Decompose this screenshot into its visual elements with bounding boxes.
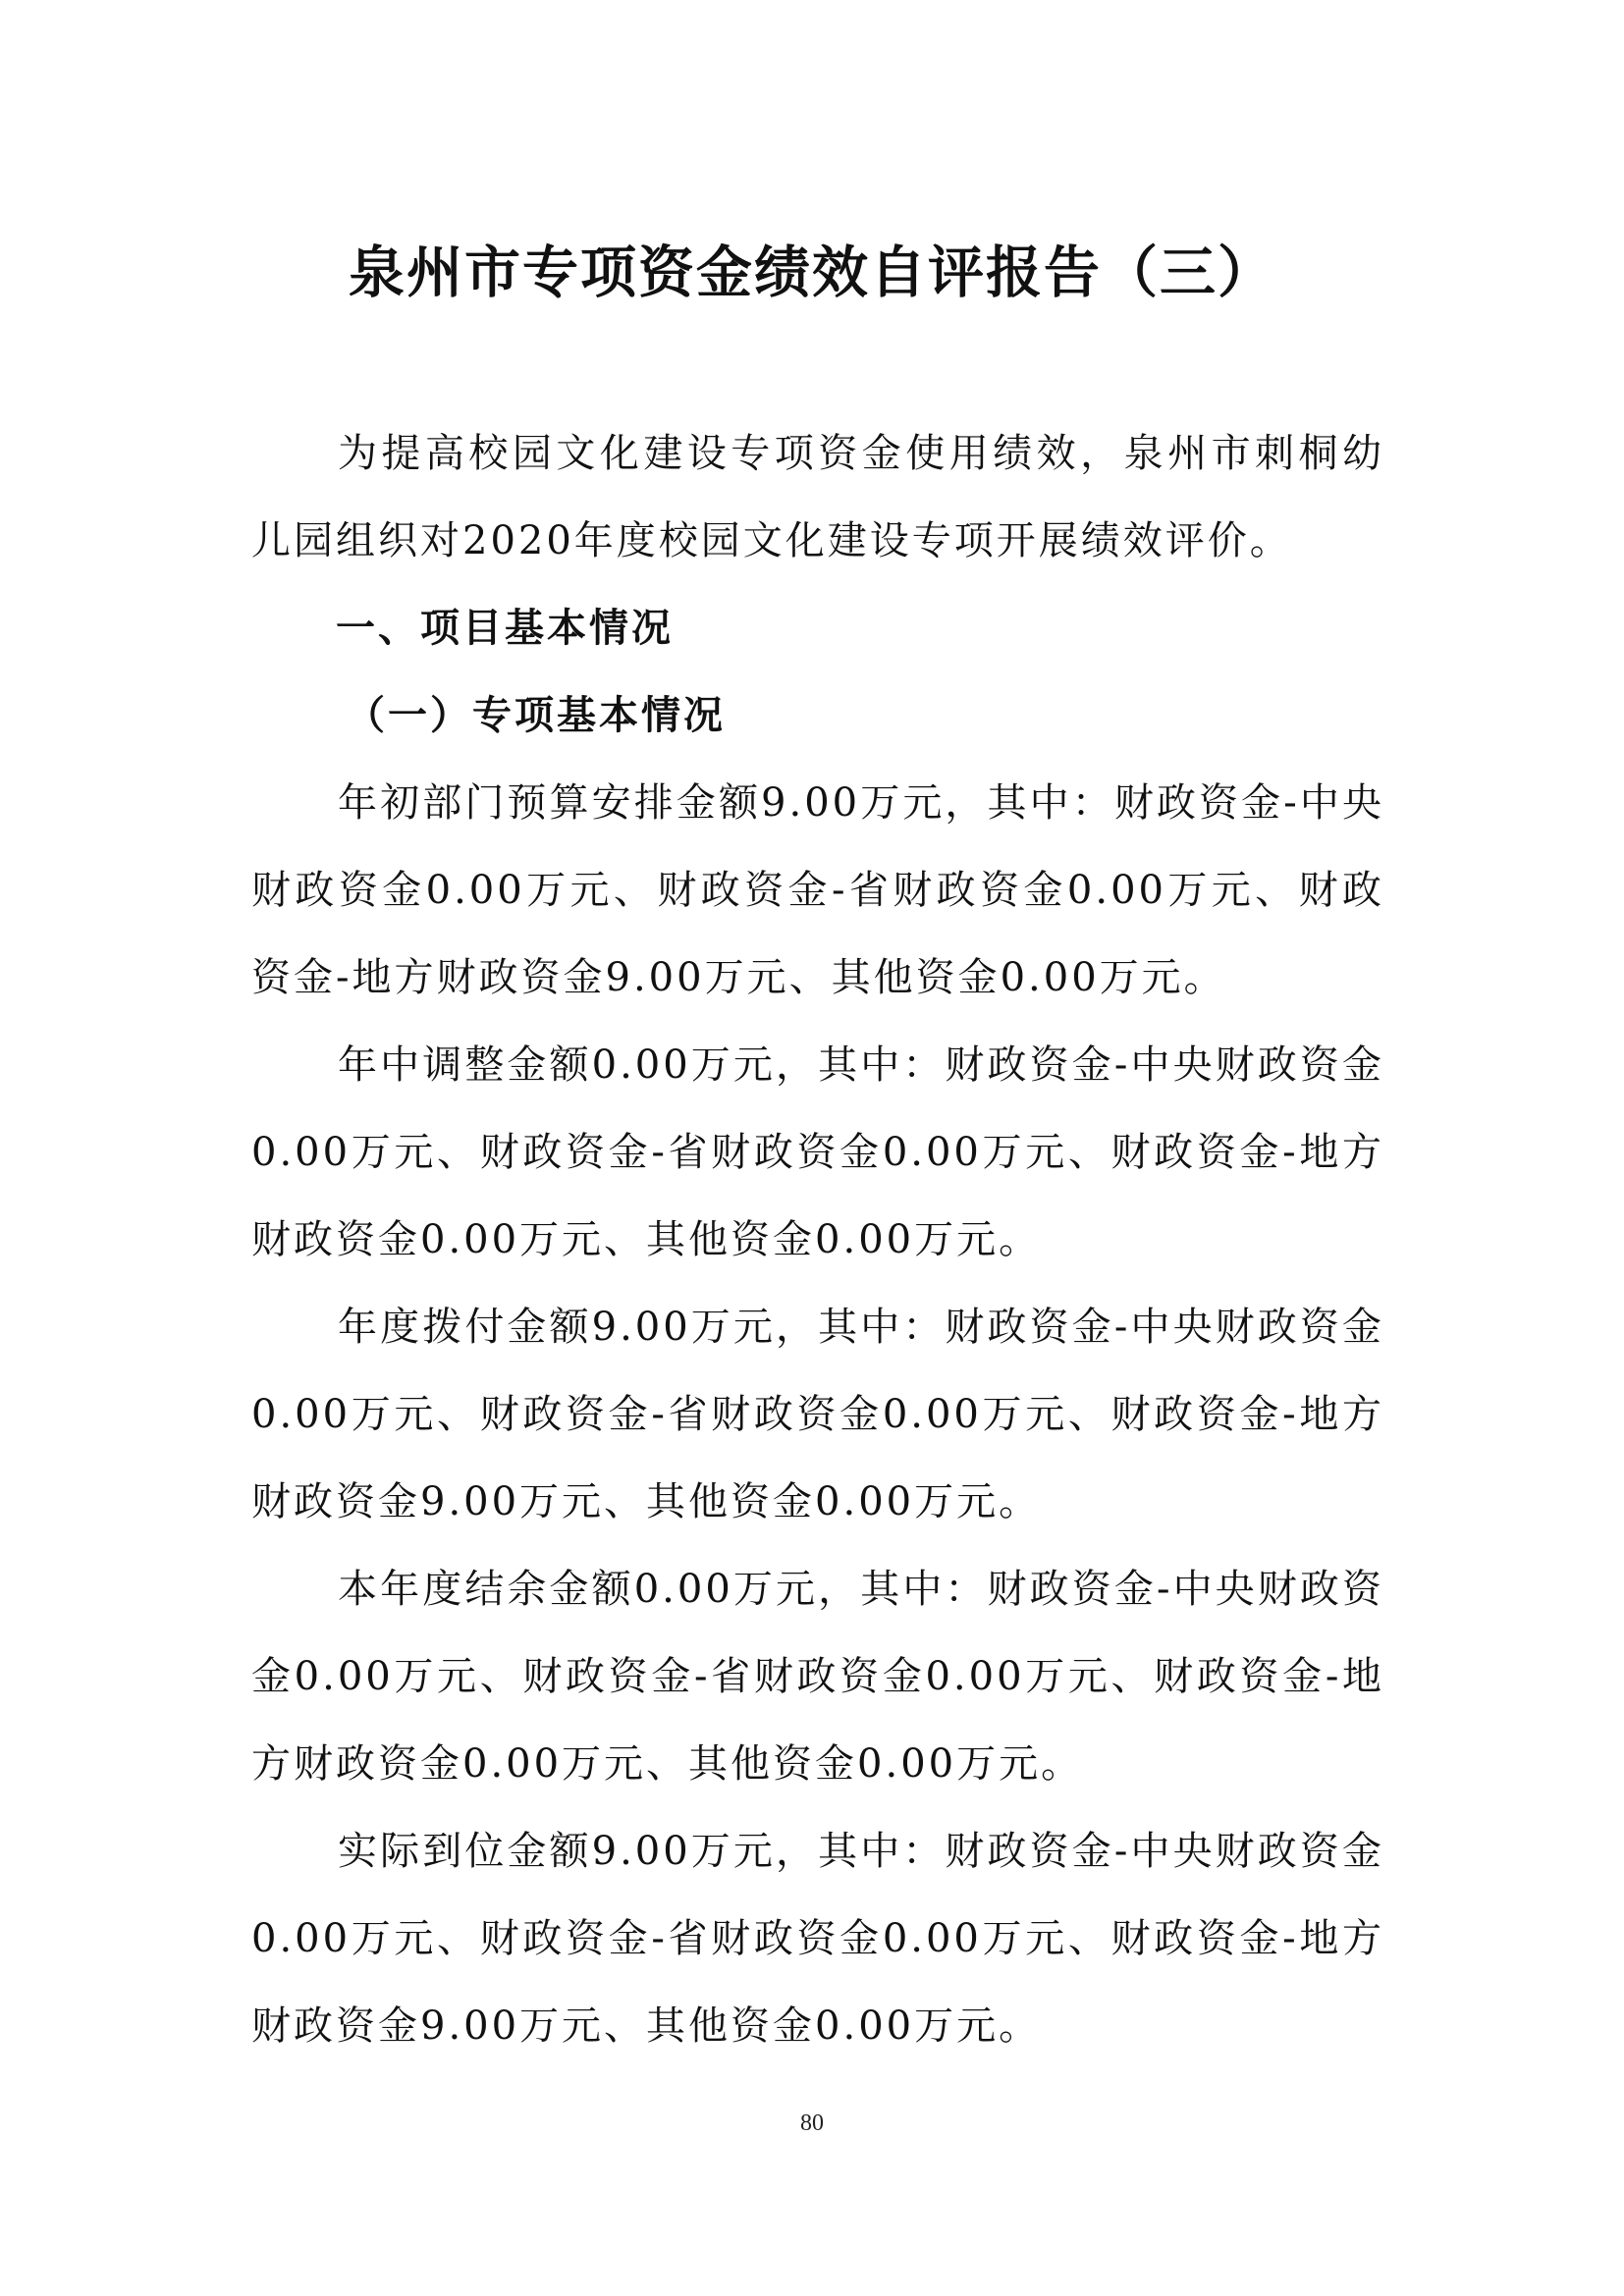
paragraph-actual-received: 实际到位金额9.00万元，其中：财政资金-中央财政资金0.00万元、财政资金-省财政资金0.00万元、财政资金-地方财政资金9.00万元、其他资金0.00万元。 [251, 1829, 1384, 2049]
paragraph-annual-balance: 本年度结余金额0.00万元，其中：财政资金-中央财政资金0.00万元、财政资金-省财政资金0.00万元、财政资金-地方财政资金0.00万元、其他资金0.00万元。 [251, 1567, 1384, 1787]
intro-paragraph: 为提高校园文化建设专项资金使用绩效，泉州市刺桐幼儿园组织对2020年度校园文化建设专项开展绩效评价。 [251, 431, 1384, 563]
section-heading-project-basics: 一、项目基本情况 [336, 606, 674, 651]
paragraph-mid-year-adjustment: 年中调整金额0.00万元，其中：财政资金-中央财政资金0.00万元、财政资金-省财政资金0.00万元、财政资金-地方财政资金0.00万元、其他资金0.00万元。 [251, 1042, 1384, 1262]
paragraph-initial-budget: 年初部门预算安排金额9.00万元，其中：财政资金-中央财政资金0.00万元、财政资金-省财政资金0.00万元、财政资金-地方财政资金9.00万元、其他资金0.00万元。 [251, 780, 1384, 1000]
subsection-heading-special-fund-basics: （一）专项基本情况 [346, 693, 726, 738]
document-body [251, 410, 1384, 2070]
paragraph-annual-disbursement: 年度拨付金额9.00万元，其中：财政资金-中央财政资金0.00万元、财政资金-省财政资金0.00万元、财政资金-地方财政资金9.00万元、其他资金0.00万元。 [251, 1305, 1384, 1524]
document-title: 泉州市专项资金绩效自评报告（三） [349, 240, 1275, 305]
page-number: 80 [800, 2110, 824, 2136]
